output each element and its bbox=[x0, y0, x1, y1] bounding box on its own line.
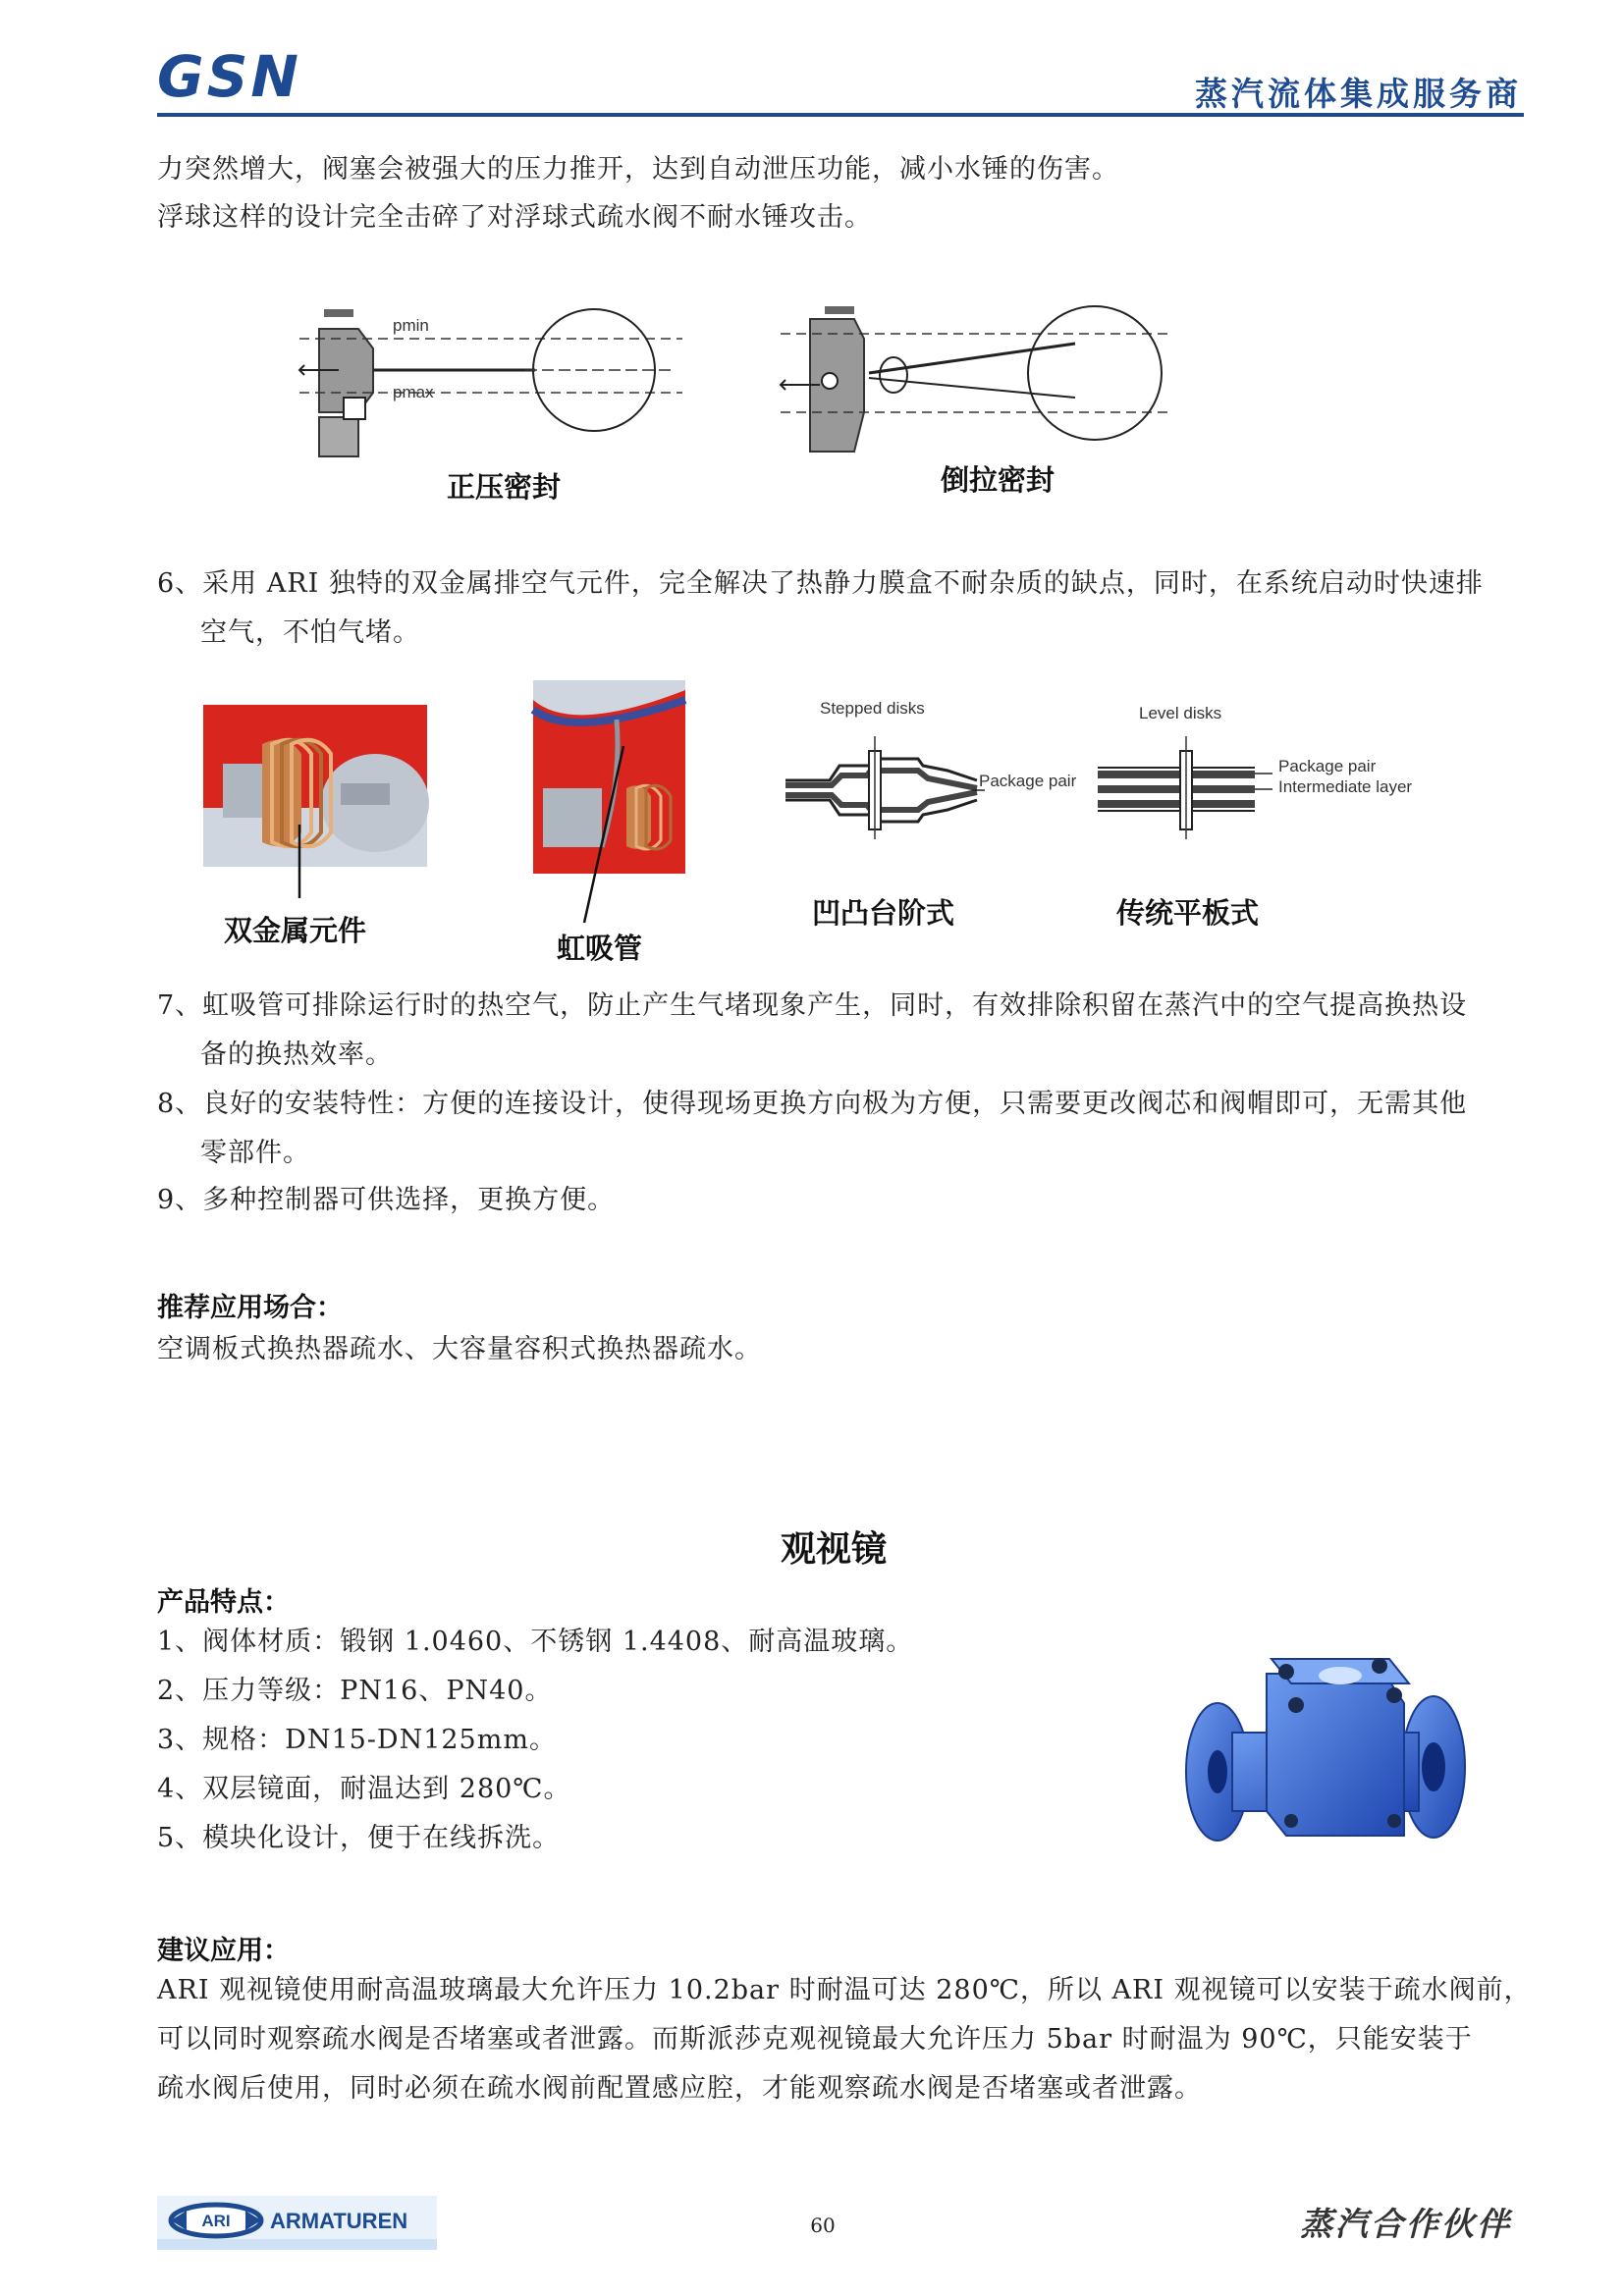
level-intermediate-label: Intermediate layer bbox=[1278, 777, 1413, 796]
application-line-3: 疏水阀后使用，同时必须在疏水阀前配置感应腔，才能观察疏水阀是否堵塞或者泄露。 bbox=[157, 2073, 1202, 2104]
item-8-line-2: 零部件。 bbox=[200, 1138, 310, 1168]
feature-5: 5、模块化设计，便于在线拆洗。 bbox=[157, 1823, 561, 1853]
positive-seal-diagram bbox=[299, 299, 682, 461]
bimetal-pointer-line bbox=[295, 825, 314, 903]
footer-slogan: 蒸汽合作伙伴 bbox=[1300, 2205, 1512, 2243]
stepped-disks-diagram bbox=[781, 692, 1077, 849]
intro-line-2: 浮球这样的设计完全击碎了对浮球式疏水阀不耐水锤攻击。 bbox=[157, 202, 872, 233]
ari-mark: ARI bbox=[201, 2212, 231, 2230]
feature-2: 2、压力等级：PN16、PN40。 bbox=[157, 1676, 553, 1706]
bimetal-caption: 双金属元件 bbox=[224, 914, 367, 947]
pmin-label: pmin bbox=[393, 316, 429, 335]
bimetal-element-photo bbox=[203, 705, 427, 867]
stepped-title: Stepped disks bbox=[820, 699, 925, 718]
positive-seal-caption: 正压密封 bbox=[447, 470, 562, 504]
siphon-caption: 虹吸管 bbox=[557, 932, 643, 965]
sight-glass-title: 观视镜 bbox=[781, 1529, 888, 1570]
level-disks-diagram bbox=[1090, 697, 1413, 844]
application-line-2: 可以同时观察疏水阀是否堵塞或者泄露。而斯派莎克观视镜最大允许压力 5bar 时耐温为 90℃，只能安装于 bbox=[157, 2024, 1473, 2055]
intro-line-1: 力突然增大，阀塞会被强大的压力推开，达到自动泄压功能，减小水锤的伤害。 bbox=[157, 154, 1119, 185]
level-caption: 传统平板式 bbox=[1116, 896, 1260, 930]
item-8-line-1: 8、良好的安装特性：方便的连接设计，使得现场更换方向极为方便，只需要更改阀芯和阀帽即可，无需其他 bbox=[157, 1089, 1468, 1119]
feature-3: 3、规格：DN15-DN125mm。 bbox=[157, 1725, 557, 1755]
level-title: Level disks bbox=[1139, 704, 1222, 722]
header-slogan: 蒸汽流体集成服务商 bbox=[1195, 75, 1522, 113]
siphon-pointer-line bbox=[574, 746, 633, 928]
stepped-caption: 凹凸台阶式 bbox=[812, 896, 955, 930]
item-6-line-1: 6、采用 ARI 独特的双金属排空气元件，完全解决了热静力膜盒不耐杂质的缺点，同时，在系统启动时快速排 bbox=[157, 568, 1484, 599]
header-divider bbox=[157, 113, 1524, 117]
item-7-line-2: 备的换热效率。 bbox=[200, 1040, 393, 1070]
ari-armaturen-logo bbox=[157, 2196, 437, 2250]
reverse-seal-caption: 倒拉密封 bbox=[941, 463, 1056, 497]
features-heading: 产品特点： bbox=[157, 1587, 290, 1618]
armaturen-text: ARMATUREN bbox=[270, 2209, 408, 2233]
recommend-text: 空调板式换热器疏水、大容量容积式换热器疏水。 bbox=[157, 1334, 762, 1364]
item-9: 9、多种控制器可供选择，更换方便。 bbox=[157, 1185, 616, 1215]
application-line-1: ARI 观视镜使用耐高温玻璃最大允许压力 10.2bar 时耐温可达 280℃，所以 ARI 观视镜可以安装于疏水阀前， bbox=[157, 1975, 1532, 2005]
recommend-heading: 推荐应用场合： bbox=[157, 1293, 343, 1323]
item-7-line-1: 7、虹吸管可排除运行时的热空气，防止产生气堵现象产生，同时，有效排除积留在蒸汽中的空气提高换热设 bbox=[157, 990, 1468, 1021]
pmax-label: pmax bbox=[393, 383, 434, 401]
application-heading: 建议应用： bbox=[157, 1936, 290, 1966]
reverse-seal-diagram bbox=[781, 304, 1193, 456]
feature-1: 1、阀体材质：锻钢 1.0460、不锈钢 1.4408、耐高温玻璃。 bbox=[157, 1627, 914, 1657]
feature-4: 4、双层镜面，耐温达到 280℃。 bbox=[157, 1774, 571, 1804]
gsn-logo: GSN bbox=[157, 43, 301, 110]
stepped-package-label: Package pair bbox=[979, 772, 1077, 790]
sight-glass-photo bbox=[1173, 1625, 1478, 1875]
page-number: 60 bbox=[810, 2214, 836, 2237]
item-6-line-2: 空气，不怕气堵。 bbox=[200, 617, 420, 648]
level-package-label: Package pair bbox=[1278, 757, 1377, 775]
